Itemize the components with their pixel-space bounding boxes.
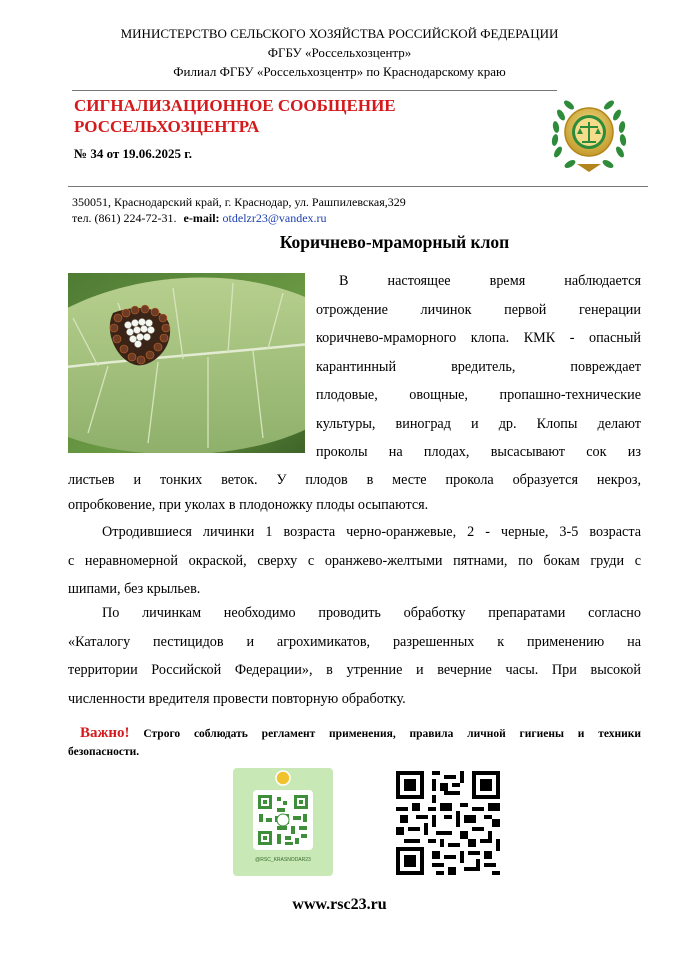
email-label: e-mail:	[183, 211, 220, 225]
org-title: ФГБУ «Россельхозцентр»	[267, 45, 412, 60]
paragraph-2: Отродившиеся личинки 1 возраста черно-оранжевые, 2 - черные, 3-5 возраста с неравномерной окраской, сверху с оранжево-желтыми пятнами, по бокам груди с шипами, без крыльев.	[68, 524, 641, 597]
ministry-title: МИНИСТЕРСТВО СЕЛЬСКОГО ХОЗЯЙСТВА РОССИЙСКОЙ ФЕДЕРАЦИИ	[120, 26, 559, 41]
paragraph-1-line: листьев и тонких веток. У плодов в месте прокола образуется некроз,	[68, 472, 641, 488]
contacts-block	[72, 194, 406, 226]
email-link[interactable]: otdelzr23@vandex.ru	[222, 211, 327, 225]
paragraph-1-last: опробковение, при уколах в плодоножку плоды осыпаются.	[68, 497, 429, 513]
header-divider	[72, 90, 557, 91]
phone-text: тел. (861) 224-72-31.	[72, 211, 177, 225]
branch-title: Филиал ФГБУ «Россельхозцентр» по Краснодарскому краю	[173, 64, 506, 79]
website-link[interactable]: www.rsc23.ru	[292, 896, 387, 913]
paragraph-3: По личинкам необходимо проводить обработку препаратами согласно «Каталогу пестицидов и агрохимикатов, разрешенных к применению на территории Российской Федерации», в утренние и вечерние часы. При высокой численности вредителя провести повторную обработку.	[68, 605, 641, 707]
bug-photo	[68, 273, 305, 453]
bulletin-number: № 34 от 19.06.2025 г.	[74, 146, 192, 161]
emblem-logo	[548, 92, 630, 176]
warning-text: Строго соблюдать регламент применения, правила личной гигиены и техники	[143, 728, 642, 740]
contacts-divider	[68, 186, 648, 187]
warning-block: Важно! Строго соблюдать регламент применения, правила личной гигиены и техники безопасности.	[68, 725, 642, 758]
telegram-qr-card[interactable]	[233, 768, 333, 876]
address-text: 350051, Краснодарский край, г. Краснодар, ул. Рашпилевская,329	[72, 195, 406, 209]
qr-caption: @RSC_KRASNODAR23	[255, 857, 311, 863]
paragraph-1-wrapped: В настоящее время наблюдается отрождение личинок первой генерации коричнево-мраморного клопа. КМК - опасный карантинный вредитель, повреждает плодовые, овощные, пропашно-технические культуры, виноград и др. Клопы делают проколы на плодах, высасывают сок из	[316, 273, 641, 460]
warning-label: Важно!	[80, 725, 130, 741]
bulletin-title: СИГНАЛИЗАЦИОННОЕ СООБЩЕНИЕ РОССЕЛЬХОЗЦЕНТРА	[74, 96, 396, 136]
website-qr-code[interactable]	[396, 771, 500, 875]
article-heading: Коричнево-мраморный клоп	[279, 232, 510, 252]
